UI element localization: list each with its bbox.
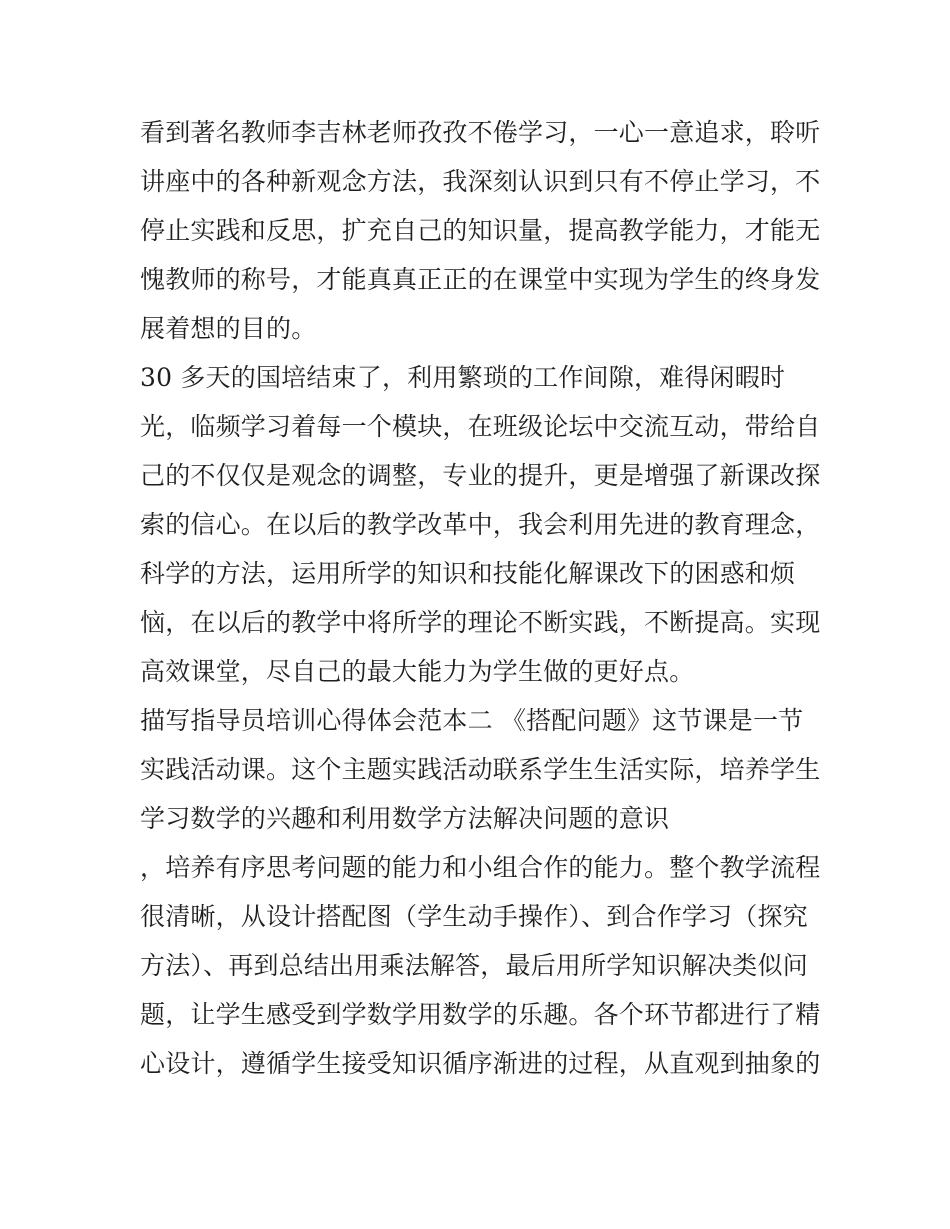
text-line: 己的不仅仅是观念的调整，专业的提升，更是增强了新课改探 bbox=[140, 461, 821, 490]
text-line: 科学的方法，运用所学的知识和技能化解课改下的困惑和烦 bbox=[140, 559, 796, 588]
text-line: 高效课堂，尽自己的最大能力为学生做的更好点。 bbox=[140, 657, 695, 686]
text-line: 描写指导员培训心得体会范本二 《搭配问题》这节课是一节 bbox=[140, 706, 804, 735]
text-line: 看到著名教师李吉林老师孜孜不倦学习，一心一意追求，聆听 bbox=[140, 118, 821, 147]
text-line: 心设计，遵循学生接受知识循序渐进的过程，从直观到抽象的 bbox=[140, 1049, 821, 1078]
text-line: ，培养有序思考问题的能力和小组合作的能力。整个教学流程 bbox=[140, 853, 821, 882]
text-line: 方法）、再到总结出用乘法解答，最后用所学知识解决类似问 bbox=[140, 951, 808, 980]
text-line: 光，临频学习着每一个模块，在班级论坛中交流互动，带给自 bbox=[140, 412, 821, 441]
text-line: 愧教师的称号，才能真真正正的在课堂中实现为学生的终身发 bbox=[140, 265, 821, 294]
text-line: 实践活动课。这个主题实践活动联系学生生活实际，培养学生 bbox=[140, 755, 821, 784]
text-line: 题，让学生感受到学数学用数学的乐趣。各个环节都进行了精 bbox=[140, 1000, 821, 1029]
text-line: 索的信心。在以后的教学改革中，我会利用先进的教育理念， bbox=[140, 510, 821, 539]
text-line: 学习数学的兴趣和利用数学方法解决问题的意识 bbox=[140, 804, 670, 833]
text-line: 展着想的目的。 bbox=[140, 314, 317, 343]
text-line: 恼，在以后的教学中将所学的理论不断实践，不断提高。实现 bbox=[140, 608, 821, 637]
text-line: 30 多天的国培结束了，利用繁琐的工作间隙，难得闲暇时 bbox=[140, 363, 786, 392]
text-line: 很清晰，从设计搭配图（学生动手操作）、到合作学习（探究 bbox=[140, 902, 808, 931]
text-line: 讲座中的各种新观念方法，我深刻认识到只有不停止学习，不 bbox=[140, 167, 821, 196]
text-line: 停止实践和反思，扩充自己的知识量，提高教学能力，才能无 bbox=[140, 216, 821, 245]
